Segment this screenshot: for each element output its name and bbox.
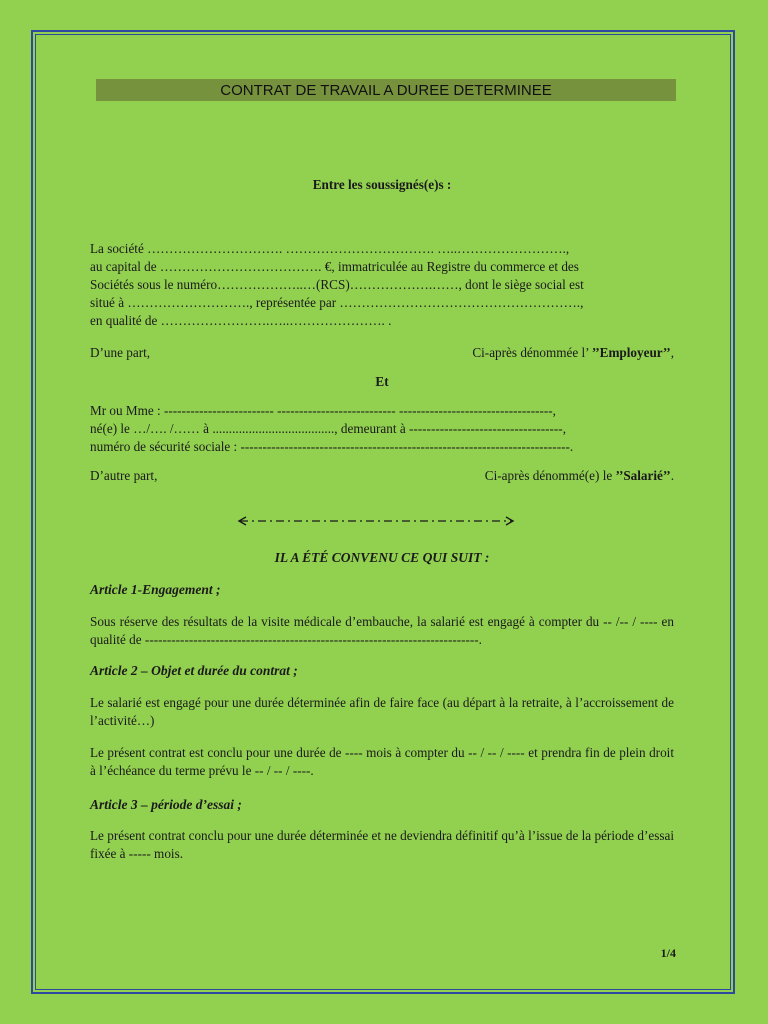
parties-intro: Entre les soussignés(e)s : bbox=[312, 177, 452, 192]
employer-line: en qualité de …………………….…..…………………. . bbox=[90, 313, 392, 328]
article-1-heading: Article 1-Engagement ; bbox=[90, 582, 221, 597]
page-number: 1/4 bbox=[660, 946, 676, 960]
document-title-text: CONTRAT DE TRAVAIL A DUREE DETERMINEE bbox=[220, 81, 552, 99]
employee-line: Mr ou Mme : ------------------------- --------------------------- -----------------------------------, bbox=[90, 403, 556, 418]
employer-term: ’’Employeur’’ bbox=[591, 345, 671, 360]
decorative-double-arrow-divider bbox=[236, 514, 516, 528]
employer-line: au capital de ………………………………. €, immatriculée au Registre du commerce et des bbox=[90, 259, 579, 274]
agreement-heading: IL A ÉTÉ CONVENU CE QUI SUIT : bbox=[274, 550, 490, 565]
document-title bbox=[96, 79, 676, 101]
article-2-heading: Article 2 – Objet et durée du contrat ; bbox=[90, 663, 298, 678]
employer-designation-prefix: Ci-après dénommée l’ bbox=[472, 345, 592, 360]
employer-designation bbox=[472, 344, 674, 362]
and-separator: Et bbox=[375, 374, 389, 389]
employee-line: numéro de sécurité sociale : ---------------------------------------------------------------------------. bbox=[90, 439, 574, 454]
employee-part-label: D’autre part, bbox=[90, 468, 158, 483]
employee-part-row bbox=[90, 467, 674, 485]
employee-designation bbox=[485, 467, 674, 485]
employer-part-label: D’une part, bbox=[90, 345, 151, 360]
employer-line: situé à ………………………., représentée par ………………………………………………., bbox=[90, 295, 584, 310]
employer-designation-suffix: , bbox=[670, 345, 674, 360]
article-2-paragraph: Le présent contrat est conclu pour une durée de ---- mois à compter du -- / -- / ---- et prendra fin de plein droit à l’échéance du terme prévu le -- / -- / ----. bbox=[90, 745, 674, 778]
article-2-paragraph: Le salarié est engagé pour une durée déterminée afin de faire face (au départ à la retraite, à l’accroissement de l’activité…) bbox=[90, 695, 674, 728]
employer-part-row bbox=[90, 344, 674, 362]
employee-designation-suffix: . bbox=[670, 468, 674, 483]
employer-block bbox=[90, 240, 674, 330]
article-3-heading: Article 3 – période d’essai ; bbox=[90, 797, 242, 812]
employee-term: ’’Salarié’’ bbox=[615, 468, 671, 483]
employee-block bbox=[90, 402, 674, 456]
employee-line: né(e) le …/…. /…… à ....................................., demeurant à -----------------------------------, bbox=[90, 421, 566, 436]
employer-line: La société …………………………. ……………………………. …..……………………., bbox=[90, 241, 570, 256]
article-3-paragraph: Le présent contrat conclu pour une durée déterminée et ne deviendra définitif qu’à l’issue de la période d’essai fixée à ----- mois. bbox=[90, 828, 674, 861]
employer-line: Sociétés sous le numéro………………..…(RCS)……………….……, dont le siège social est bbox=[90, 277, 584, 292]
employee-designation-prefix: Ci-après dénommé(e) le bbox=[484, 468, 616, 483]
article-1-paragraph: Sous réserve des résultats de la visite médicale d’embauche, la salarié est engagé à compter du -- /-- / ---- en qualité de ----------------------------------------------------------------------------. bbox=[90, 614, 674, 647]
